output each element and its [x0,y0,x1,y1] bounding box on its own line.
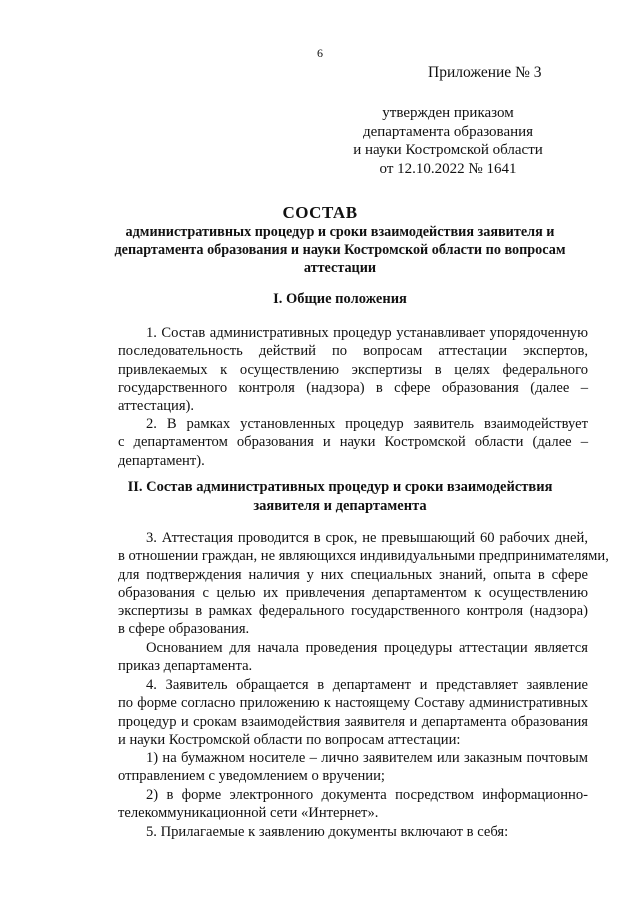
text-line: 1) на бумажном носителе – лично заявителем или заказным почтовым [146,750,588,766]
text-line: Основанием для начала проведения процедуры аттестации является [146,640,588,656]
approval-block [318,104,578,178]
paragraph-1 [118,324,588,415]
text-line: 2. В рамках установленных процедур заявитель взаимодействует [146,416,588,432]
text-line: государственного контроля (надзора) в сфере образования (далее – [118,379,588,396]
text-line: департамент). [118,452,205,469]
paragraph-4 [118,639,588,676]
text-line: аттестация). [118,398,195,415]
page-number: 6 [317,46,323,60]
text-line: приказ департамента. [118,658,253,675]
approval-line: утвержден приказом [382,105,514,121]
section-1-heading [110,290,570,309]
section-heading-line: II. Состав административных процедур и сроки взаимодействия [127,479,553,495]
text-line: телекоммуникационной сети «Интернет». [118,805,379,822]
text-line: для подтверждения наличия у них специальных знаний, опыта в сфере [118,566,588,583]
paragraph-3 [118,529,609,639]
approval-line: и науки Костромской области [353,142,543,158]
text-line: и науки Костромской области по вопросам аттестации: [118,731,461,748]
text-line: 4. Заявитель обращается в департамент и представляет заявление [146,677,588,693]
paragraph-6 [118,749,588,786]
section-2-heading [110,478,570,515]
text-line: 3. Аттестация проводится в срок, не превышающий 60 рабочих дней, [146,530,588,546]
text-line: в сфере образования. [118,621,250,638]
paragraph-2 [118,415,588,470]
subtitle-line: аттестации [303,260,377,276]
text-line: привлекаемых к осуществлению экспертизы в целях федерального [118,361,588,378]
text-line: по форме согласно приложению к настоящему Составу административных [118,695,588,712]
text-line: экспертизы в рамках федерального государственного контроля (надзора) [118,603,588,620]
text-line: в отношении граждан, не являющихся индивидуальными предпринимателями, [118,548,609,565]
subtitle-line: департамента образования и науки Костромской области по вопросам [114,242,566,258]
appendix-label: Приложение № 3 [428,64,542,81]
text-line: образования с целью их привлечения департаментом к осуществлению [118,584,588,601]
document-subtitle [100,223,580,277]
paragraph-8 [118,823,588,841]
text-line: 2) в форме электронного документа посредством информационно- [146,787,588,803]
paragraph-7 [118,786,588,823]
text-line: с департаментом образования и науки Костромской области (далее – [118,434,588,451]
text-line: процедур и срокам взаимодействия заявителя и департамента образования [118,713,588,730]
text-line: 1. Состав административных процедур устанавливает упорядоченную [146,325,588,341]
approval-line: от 12.10.2022 № 1641 [379,160,517,177]
section-heading-line: I. Общие положения [273,291,407,307]
text-line: 5. Прилагаемые к заявлению документы включают в себя: [146,824,509,840]
text-line: отправлением с уведомлением о вручении; [118,768,385,785]
subtitle-line: административных процедур и сроки взаимодействия заявителя и [125,224,555,240]
approval-line: департамента образования [362,123,534,140]
text-line: последовательность действий по вопросам аттестации экспертов, [118,343,588,360]
paragraph-5 [118,676,588,749]
section-heading-line: заявителя и департамента [253,497,427,514]
document-title: СОСТАВ [282,203,358,222]
